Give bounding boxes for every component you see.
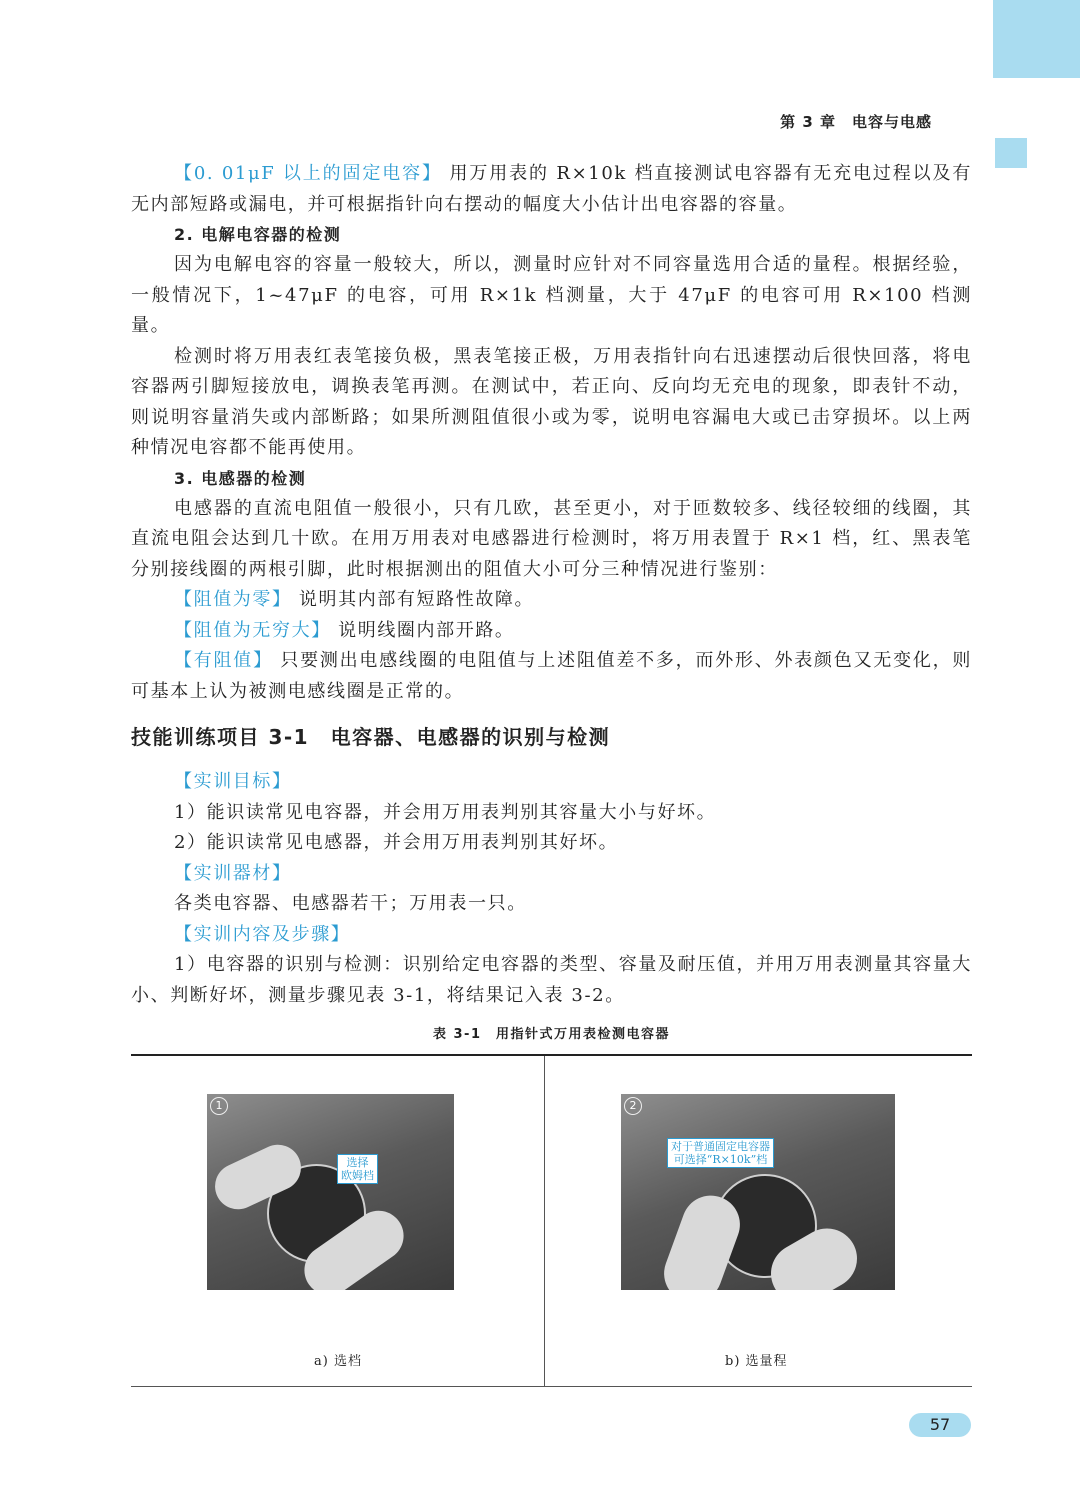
text-fixed-capacitor: 用万用表的 R×10k 档直接测试电容器有无充电过程以及有无内部短路或漏电，并可根据指针向右摆动的幅度大小估计出电容器的容量。: [131, 163, 972, 215]
tag-fixed-capacitor: 【0. 01μF 以上的固定电容】: [174, 163, 442, 184]
text-case-infinite: 说明线圈内部开路。: [330, 619, 515, 641]
page-body: [131, 159, 972, 1045]
section-heading-electrolytic: 2. 电解电容器的检测: [174, 225, 342, 244]
chapter-header: 第 3 章 电容与电感: [780, 113, 932, 131]
paragraph-case-infinite: [131, 616, 972, 647]
sub-caption-b: b) 选量程: [725, 1354, 788, 1369]
paragraph-electrolytic-procedure: 检测时将万用表红表笔接负极，黑表笔接正极，万用表指针向右迅速摆动后很快回落，将电容器两引脚短接放电，调换表笔再测。在测试中，若正向、反向均无充电的现象，即表针不动，则说明容量消失或内部断路；如果所测阻值很小或为零，说明电容漏电大或已击穿损坏。以上两种情况电容都不能再使用。: [131, 345, 972, 458]
goal-item-1: 1）能识读常见电容器，并会用万用表判别其容量大小与好坏。: [174, 801, 717, 823]
paragraph-case-value: [131, 646, 972, 707]
callout-select-ohm: 选择 欧姆档: [337, 1154, 378, 1184]
paragraph-case-zero: [131, 585, 972, 616]
paragraph-electrolytic-range: 因为电解电容的容量一般较大，所以，测量时应针对不同容量选用合适的量程。根据经验，一般情况下，1~47μF 的电容，可用 R×1k 档测量，大于 47μF 的电容可用 R×100 档测量。: [131, 254, 972, 336]
section-heading-inductor: 3. 电感器的检测: [174, 468, 307, 488]
tag-case-value: 【有阻值】: [174, 650, 273, 671]
text-case-value: 只要测出电感线圈的电阻值与上述阻值差不多，而外形、外表颜色又无变化，则可基本上认为被测电感线圈是正常的。: [131, 650, 972, 702]
measurement-table: [131, 1054, 972, 1387]
project-title: 技能训练项目 3-1 电容器、电感器的识别与检测: [131, 725, 611, 749]
photo-select-scale: [621, 1094, 895, 1290]
table-divider: [544, 1056, 545, 1386]
tag-case-zero: 【阻值为零】: [174, 589, 292, 610]
callout-select-r10k: 对于普通固定电容器 可选择“R×10k”档: [667, 1138, 774, 1168]
tag-training-goal: 【实训目标】: [174, 771, 292, 792]
step-number-badge: 1: [210, 1097, 228, 1115]
text-case-zero: 说明其内部有短路性故障。: [291, 589, 535, 610]
corner-color-tab: [993, 0, 1080, 78]
paragraph-fixed-capacitor: [131, 159, 972, 220]
goal-item-2: 2）能识读常见电感器，并会用万用表判别其好坏。: [174, 832, 619, 853]
tag-training-material: 【实训器材】: [174, 862, 292, 884]
step-number-badge: 2: [624, 1097, 642, 1115]
tag-case-infinite: 【阻值为无穷大】: [174, 619, 331, 641]
side-color-tab: [995, 138, 1027, 168]
tag-training-steps: 【实训内容及步骤】: [174, 923, 351, 945]
table-caption: 表 3-1 用指针式万用表检测电容器: [432, 1027, 670, 1042]
step-item-1: 1）电容器的识别与检测：识别给定电容器的类型、容量及耐压值，并用万用表测量其容量大小、判断好坏，测量步骤见表 3-1，将结果记入表 3-2。: [131, 954, 972, 1006]
material-text: 各类电容器、电感器若干；万用表一只。: [174, 893, 527, 914]
page-number: 57: [909, 1413, 971, 1437]
photo-select-range: [207, 1094, 454, 1290]
paragraph-inductor-intro: 电感器的直流电阻值一般很小，只有几欧，甚至更小，对于匝数较多、线径较细的线圈，其直流电阻会达到几十欧。在用万用表对电感器进行检测时，将万用表置于 R×1 档，红、黑表笔分别接线圈的两根引脚，此时根据测出的阻值大小可分三种情况进行鉴别：: [131, 497, 972, 580]
sub-caption-a: a) 选档: [314, 1354, 362, 1369]
